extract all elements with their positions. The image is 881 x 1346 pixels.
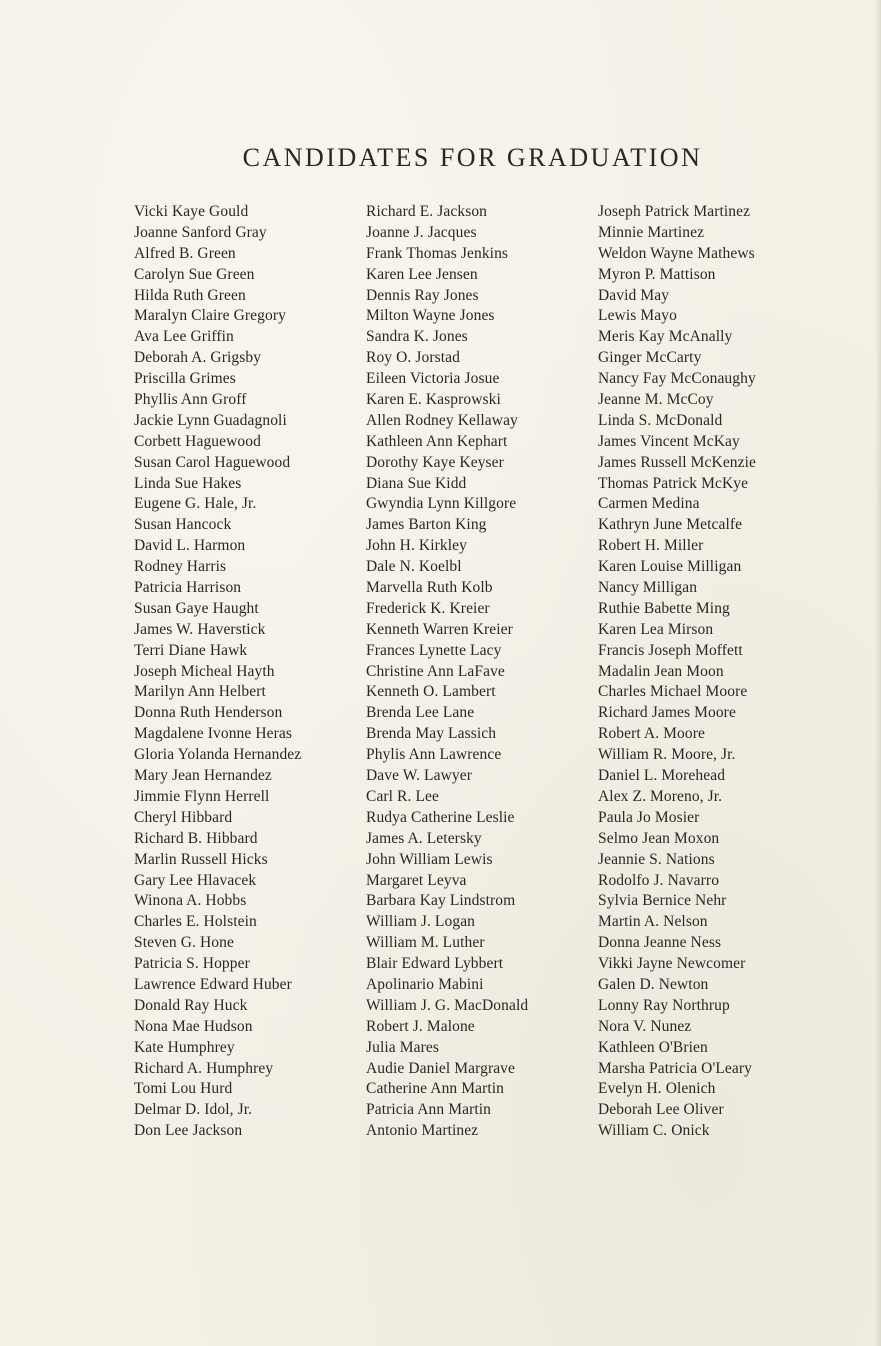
candidate-name: Jackie Lynn Guadagnoli bbox=[134, 411, 287, 429]
candidate-name: Tomi Lou Hurd bbox=[134, 1080, 233, 1098]
candidate-name: Karen Lea Mirson bbox=[598, 620, 714, 638]
candidate-name: Thomas Patrick McKye bbox=[598, 474, 749, 492]
candidate-name: Susan Hancock bbox=[134, 516, 232, 534]
candidate-name: Deborah Lee Oliver bbox=[598, 1101, 724, 1119]
name-column-1 bbox=[134, 202, 374, 1142]
candidate-name: Richard E. Jackson bbox=[366, 203, 488, 220]
candidate-name: Richard James Moore bbox=[598, 704, 736, 722]
candidate-name: Linda S. McDonald bbox=[598, 411, 723, 429]
candidate-name: Nancy Fay McConaughy bbox=[598, 370, 756, 388]
candidate-name: Brenda May Lassich bbox=[366, 725, 497, 743]
candidate-name: Hilda Ruth Green bbox=[134, 286, 246, 304]
candidate-name: Rodney Harris bbox=[134, 558, 227, 576]
candidate-name: Kathleen O'Brien bbox=[598, 1038, 708, 1056]
candidate-name: Ruthie Babette Ming bbox=[598, 599, 730, 617]
candidate-name: James Barton King bbox=[366, 516, 487, 534]
candidate-name: David May bbox=[598, 286, 670, 304]
page-title: CANDIDATES FOR GRADUATION bbox=[242, 143, 703, 172]
candidate-name: Eileen Victoria Josue bbox=[366, 370, 500, 388]
candidate-name: Vicki Kaye Gould bbox=[134, 203, 249, 220]
candidate-name: Don Lee Jackson bbox=[134, 1122, 243, 1140]
candidate-name: Dale N. Koelbl bbox=[366, 558, 462, 576]
candidate-name: Marlin Russell Hicks bbox=[134, 850, 268, 868]
candidate-name: Terri Diane Hawk bbox=[134, 641, 248, 659]
candidate-name: Carolyn Sue Green bbox=[134, 265, 255, 283]
candidate-name: Nora V. Nunez bbox=[598, 1017, 692, 1035]
candidate-name: Karen Louise Milligan bbox=[598, 558, 742, 576]
candidate-name: William J. Logan bbox=[366, 913, 476, 931]
candidate-name: Jimmie Flynn Herrell bbox=[134, 787, 270, 805]
candidate-name: James Vincent McKay bbox=[598, 432, 740, 450]
candidate-name: Donna Ruth Henderson bbox=[134, 704, 283, 722]
candidate-name: Lewis Mayo bbox=[598, 307, 677, 325]
candidate-name: Dorothy Kaye Keyser bbox=[366, 453, 504, 471]
candidate-name: Rodolfo J. Navarro bbox=[598, 871, 720, 889]
candidate-name: Ginger McCarty bbox=[598, 349, 702, 367]
name-column-3 bbox=[598, 202, 838, 1142]
candidate-name: Carmen Medina bbox=[598, 495, 700, 513]
candidate-name: Steven G. Hone bbox=[134, 934, 234, 952]
candidate-name: Patricia Harrison bbox=[134, 579, 242, 597]
name-list bbox=[366, 202, 606, 1142]
candidate-name: Richard A. Humphrey bbox=[134, 1059, 274, 1077]
candidate-name: Dave W. Lawyer bbox=[366, 767, 472, 785]
candidate-name: Gloria Yolanda Hernandez bbox=[134, 746, 302, 764]
candidate-name: Karen E. Kasprowski bbox=[366, 391, 501, 409]
candidate-name: John H. Kirkley bbox=[366, 537, 467, 555]
candidate-name: Gary Lee Hlavacek bbox=[134, 871, 257, 889]
candidate-name: Priscilla Grimes bbox=[134, 370, 236, 388]
candidate-name: Rudya Catherine Leslie bbox=[366, 808, 515, 826]
candidate-name: Frederick K. Kreier bbox=[366, 599, 490, 617]
candidate-name: Brenda Lee Lane bbox=[366, 704, 475, 722]
candidate-name: Milton Wayne Jones bbox=[366, 307, 495, 325]
candidate-name: Charles E. Holstein bbox=[134, 913, 257, 931]
candidate-name: Phylis Ann Lawrence bbox=[366, 746, 502, 764]
candidate-name: Robert J. Malone bbox=[366, 1017, 475, 1035]
candidate-name: Marvella Ruth Kolb bbox=[366, 579, 493, 597]
candidate-name: Lonny Ray Northrup bbox=[598, 996, 730, 1014]
candidate-name: Daniel L. Morehead bbox=[598, 767, 726, 785]
candidate-name: Joseph Micheal Hayth bbox=[134, 662, 275, 680]
candidate-name: Cheryl Hibbard bbox=[134, 808, 233, 826]
candidate-name: Kathleen Ann Kephart bbox=[366, 432, 508, 450]
candidate-name: Robert A. Moore bbox=[598, 725, 705, 743]
candidate-name: Corbett Haguewood bbox=[134, 432, 261, 450]
candidate-name: Susan Carol Haguewood bbox=[134, 453, 291, 471]
candidate-name: William J. G. MacDonald bbox=[366, 996, 529, 1014]
candidate-name: Evelyn H. Olenich bbox=[598, 1080, 716, 1098]
candidate-name: Martin A. Nelson bbox=[598, 913, 708, 931]
candidate-name: Kathryn June Metcalfe bbox=[598, 516, 743, 534]
candidate-name: Eugene G. Hale, Jr. bbox=[134, 495, 257, 513]
candidate-name: John William Lewis bbox=[366, 850, 493, 868]
candidate-name: Margaret Leyva bbox=[366, 871, 467, 889]
candidate-name: Delmar D. Idol, Jr. bbox=[134, 1101, 253, 1119]
candidate-name: Kate Humphrey bbox=[134, 1038, 235, 1056]
candidate-name: Francis Joseph Moffett bbox=[598, 641, 743, 659]
candidate-name: Alex Z. Moreno, Jr. bbox=[598, 787, 723, 805]
candidate-name: Diana Sue Kidd bbox=[366, 474, 467, 492]
candidate-name: James Russell McKenzie bbox=[598, 453, 757, 471]
candidate-name: Carl R. Lee bbox=[366, 787, 439, 805]
candidate-name: Blair Edward Lybbert bbox=[366, 955, 504, 973]
candidate-name: Patricia S. Hopper bbox=[134, 955, 250, 973]
candidate-name: Dennis Ray Jones bbox=[366, 286, 479, 304]
candidate-name: Selmo Jean Moxon bbox=[598, 829, 720, 847]
candidate-name: Susan Gaye Haught bbox=[134, 599, 259, 617]
candidate-name: Apolinario Mabini bbox=[366, 975, 484, 993]
candidate-name: Gwyndia Lynn Killgore bbox=[366, 495, 517, 513]
candidate-name: William R. Moore, Jr. bbox=[598, 746, 736, 764]
candidate-name: Lawrence Edward Huber bbox=[134, 975, 292, 993]
candidate-name: Karen Lee Jensen bbox=[366, 265, 478, 283]
candidate-name: David L. Harmon bbox=[134, 537, 246, 555]
candidate-name: Frank Thomas Jenkins bbox=[366, 244, 509, 262]
candidate-name: Nancy Milligan bbox=[598, 579, 698, 597]
candidate-name: Marsha Patricia O'Leary bbox=[598, 1059, 752, 1077]
candidate-name: Linda Sue Hakes bbox=[134, 474, 242, 492]
name-list bbox=[598, 202, 838, 1142]
candidate-name: Phyllis Ann Groff bbox=[134, 391, 247, 409]
candidate-name: Joanne Sanford Gray bbox=[134, 223, 267, 241]
candidate-name: Frances Lynette Lacy bbox=[366, 641, 502, 659]
candidate-name: Christine Ann LaFave bbox=[366, 662, 505, 680]
candidate-name: Jeannie S. Nations bbox=[598, 850, 715, 868]
candidate-name: Marilyn Ann Helbert bbox=[134, 683, 266, 701]
candidate-name: Antonio Martinez bbox=[366, 1122, 479, 1140]
candidate-name: Julia Mares bbox=[366, 1038, 439, 1056]
candidate-name: Robert H. Miller bbox=[598, 537, 704, 555]
candidate-name: Catherine Ann Martin bbox=[366, 1080, 505, 1098]
candidate-name: Weldon Wayne Mathews bbox=[598, 244, 755, 262]
candidate-name: Audie Daniel Margrave bbox=[366, 1059, 516, 1077]
candidate-name: Sandra K. Jones bbox=[366, 328, 468, 346]
candidate-name: Kenneth O. Lambert bbox=[366, 683, 496, 701]
candidate-name: Patricia Ann Martin bbox=[366, 1101, 492, 1119]
candidate-name: Vikki Jayne Newcomer bbox=[598, 955, 746, 973]
candidate-name: William C. Onick bbox=[598, 1122, 710, 1140]
candidate-name: Alfred B. Green bbox=[134, 244, 236, 262]
name-list bbox=[134, 202, 374, 1142]
candidate-name: Joanne J. Jacques bbox=[366, 223, 477, 241]
candidate-name: Kenneth Warren Kreier bbox=[366, 620, 513, 638]
candidate-name: Paula Jo Mosier bbox=[598, 808, 700, 826]
candidate-name: William M. Luther bbox=[366, 934, 485, 952]
candidate-name: James A. Letersky bbox=[366, 829, 482, 847]
candidate-name: Galen D. Newton bbox=[598, 975, 709, 993]
candidate-name: Richard B. Hibbard bbox=[134, 829, 258, 847]
candidate-name: Meris Kay McAnally bbox=[598, 328, 733, 346]
candidate-name: Madalin Jean Moon bbox=[598, 662, 724, 680]
candidate-name: Magdalene Ivonne Heras bbox=[134, 725, 292, 743]
candidate-name: Sylvia Bernice Nehr bbox=[598, 892, 727, 910]
candidate-name: Roy O. Jorstad bbox=[366, 349, 460, 367]
candidate-name: Barbara Kay Lindstrom bbox=[366, 892, 516, 910]
candidate-name: Ava Lee Griffin bbox=[134, 328, 234, 346]
candidate-name: Allen Rodney Kellaway bbox=[366, 411, 518, 429]
candidate-name: James W. Haverstick bbox=[134, 620, 266, 638]
candidate-name: Mary Jean Hernandez bbox=[134, 767, 272, 785]
candidate-name: Minnie Martinez bbox=[598, 223, 705, 241]
candidate-name: Deborah A. Grigsby bbox=[134, 349, 262, 367]
name-column-2 bbox=[366, 202, 606, 1142]
candidate-name: Joseph Patrick Martinez bbox=[598, 203, 751, 220]
candidate-name: Winona A. Hobbs bbox=[134, 892, 247, 910]
candidate-name: Donna Jeanne Ness bbox=[598, 934, 722, 952]
candidate-name: Jeanne M. McCoy bbox=[598, 391, 714, 409]
candidate-name: Nona Mae Hudson bbox=[134, 1017, 253, 1035]
candidate-name: Myron P. Mattison bbox=[598, 265, 716, 283]
candidate-name: Donald Ray Huck bbox=[134, 996, 248, 1014]
candidate-name: Maralyn Claire Gregory bbox=[134, 307, 286, 325]
candidate-name: Charles Michael Moore bbox=[598, 683, 748, 701]
